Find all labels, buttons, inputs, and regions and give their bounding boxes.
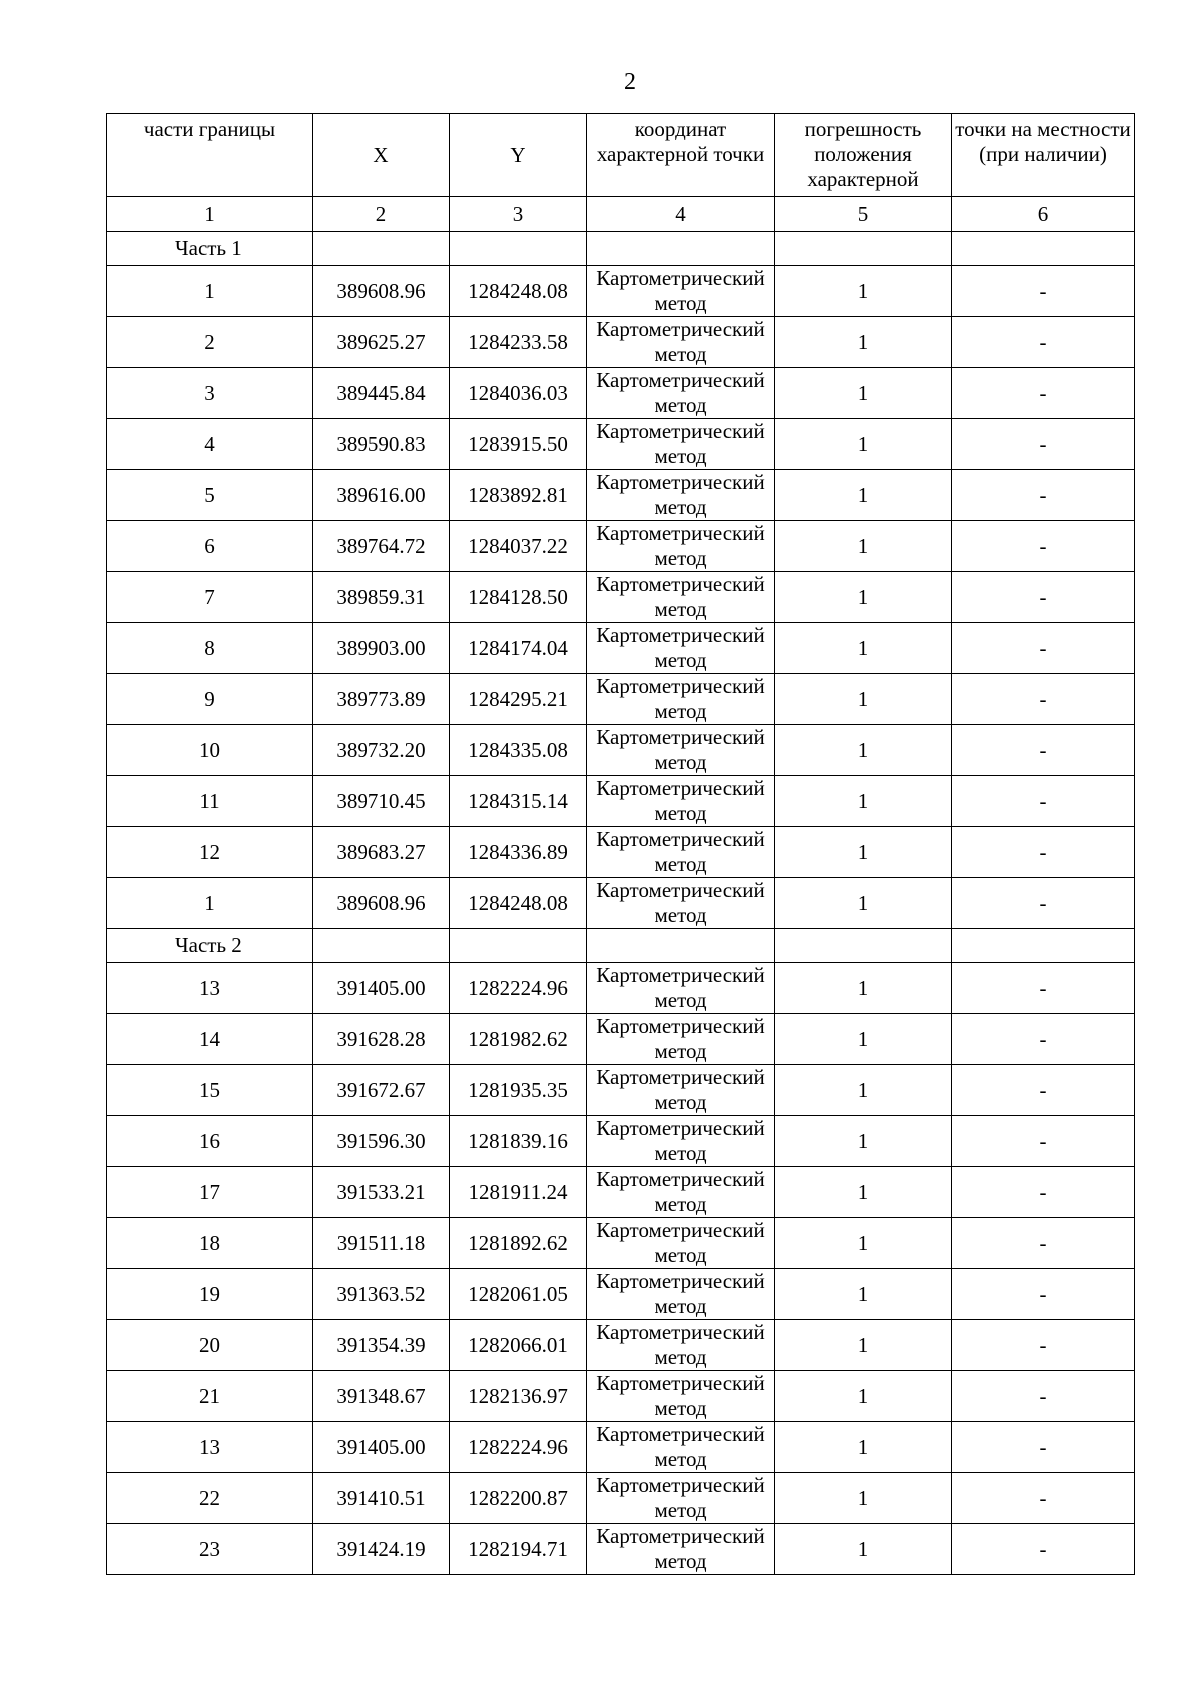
method-cell — [587, 419, 775, 470]
accuracy-cell: 1 — [775, 878, 952, 929]
method-cell — [587, 878, 775, 929]
method-line: метод — [654, 546, 707, 570]
section-row — [107, 232, 1135, 266]
method-line: метод — [654, 342, 707, 366]
table-row — [107, 1269, 1135, 1320]
x-coordinate-cell: 389683.27 — [313, 827, 450, 878]
x-coordinate-cell: 391410.51 — [313, 1473, 450, 1524]
method-cell — [587, 368, 775, 419]
x-coordinate-cell: 391596.30 — [313, 1116, 450, 1167]
table-row — [107, 521, 1135, 572]
method-line: Картометрический — [596, 1116, 765, 1140]
y-coordinate-cell: 1282224.96 — [450, 1422, 587, 1473]
table-row — [107, 1371, 1135, 1422]
description-cell: - — [952, 1167, 1135, 1218]
table-header-row — [107, 114, 1135, 197]
x-coordinate-cell: 389859.31 — [313, 572, 450, 623]
method-cell — [587, 725, 775, 776]
method-line: Картометрический — [596, 827, 765, 851]
table-row — [107, 623, 1135, 674]
x-coordinate-cell: 391533.21 — [313, 1167, 450, 1218]
y-coordinate-cell: 1284335.08 — [450, 725, 587, 776]
table-row — [107, 1422, 1135, 1473]
method-line: Картометрический — [596, 1524, 765, 1548]
accuracy-cell: 1 — [775, 1014, 952, 1065]
method-line: Картометрический — [596, 963, 765, 987]
y-coordinate-cell: 1281935.35 — [450, 1065, 587, 1116]
page-number: 2 — [624, 69, 636, 95]
method-line: Картометрический — [596, 1065, 765, 1089]
table-row — [107, 470, 1135, 521]
method-cell — [587, 674, 775, 725]
description-cell: - — [952, 1320, 1135, 1371]
x-coordinate-cell: 389616.00 — [313, 470, 450, 521]
y-coordinate-cell: 1284248.08 — [450, 266, 587, 317]
method-cell — [587, 1167, 775, 1218]
description-cell: - — [952, 1116, 1135, 1167]
description-cell: - — [952, 521, 1135, 572]
point-number-cell: 2 — [107, 317, 313, 368]
method-line: метод — [654, 988, 707, 1012]
point-number-cell: 1 — [107, 878, 313, 929]
method-cell — [587, 1371, 775, 1422]
accuracy-cell: 1 — [775, 1473, 952, 1524]
section-label: Часть 2 — [107, 929, 313, 963]
accuracy-cell: 1 — [775, 1371, 952, 1422]
point-number-cell: 13 — [107, 963, 313, 1014]
description-cell: - — [952, 317, 1135, 368]
point-number-cell: 23 — [107, 1524, 313, 1575]
table-row — [107, 963, 1135, 1014]
x-coordinate-cell: 391348.67 — [313, 1371, 450, 1422]
column-number: 2 — [313, 197, 450, 232]
empty-cell — [313, 929, 450, 963]
empty-cell — [587, 232, 775, 266]
method-line: метод — [654, 1498, 707, 1522]
table-row — [107, 1014, 1135, 1065]
empty-cell — [775, 929, 952, 963]
description-cell: - — [952, 1473, 1135, 1524]
point-number-cell: 4 — [107, 419, 313, 470]
table-row — [107, 1167, 1135, 1218]
x-coordinate-cell: 391628.28 — [313, 1014, 450, 1065]
method-line: Картометрический — [596, 1473, 765, 1497]
column-number: 1 — [107, 197, 313, 232]
method-line: Картометрический — [596, 1269, 765, 1293]
x-coordinate-cell: 389710.45 — [313, 776, 450, 827]
method-cell — [587, 317, 775, 368]
method-line: метод — [654, 1243, 707, 1267]
method-cell — [587, 266, 775, 317]
method-cell — [587, 572, 775, 623]
accuracy-cell: 1 — [775, 1116, 952, 1167]
method-line: метод — [654, 903, 707, 927]
method-line: метод — [654, 801, 707, 825]
empty-cell — [313, 232, 450, 266]
point-number-cell: 7 — [107, 572, 313, 623]
table-row — [107, 1320, 1135, 1371]
method-line: метод — [654, 1090, 707, 1114]
point-number-cell: 21 — [107, 1371, 313, 1422]
table-row — [107, 572, 1135, 623]
table-row — [107, 266, 1135, 317]
y-coordinate-cell: 1284174.04 — [450, 623, 587, 674]
accuracy-cell: 1 — [775, 725, 952, 776]
method-cell — [587, 827, 775, 878]
description-cell: - — [952, 963, 1135, 1014]
accuracy-cell: 1 — [775, 419, 952, 470]
y-coordinate-cell: 1284128.50 — [450, 572, 587, 623]
method-line: метод — [654, 1294, 707, 1318]
y-coordinate-cell: 1281982.62 — [450, 1014, 587, 1065]
y-coordinate-cell: 1284295.21 — [450, 674, 587, 725]
table-row — [107, 1473, 1135, 1524]
method-line: Картометрический — [596, 1218, 765, 1242]
accuracy-cell: 1 — [775, 470, 952, 521]
method-line: Картометрический — [596, 470, 765, 494]
description-cell: - — [952, 1371, 1135, 1422]
table-row — [107, 317, 1135, 368]
accuracy-cell: 1 — [775, 266, 952, 317]
method-cell — [587, 1014, 775, 1065]
method-cell — [587, 1422, 775, 1473]
point-number-cell: 17 — [107, 1167, 313, 1218]
y-coordinate-cell: 1282136.97 — [450, 1371, 587, 1422]
description-cell: - — [952, 368, 1135, 419]
method-line: метод — [654, 495, 707, 519]
table-row — [107, 419, 1135, 470]
method-cell — [587, 1218, 775, 1269]
accuracy-cell: 1 — [775, 317, 952, 368]
coordinates-table — [106, 113, 1135, 1575]
table-row — [107, 1218, 1135, 1269]
method-line: Картометрический — [596, 725, 765, 749]
accuracy-cell: 1 — [775, 1167, 952, 1218]
accuracy-cell: 1 — [775, 521, 952, 572]
section-row — [107, 929, 1135, 963]
y-coordinate-cell: 1283892.81 — [450, 470, 587, 521]
method-line: метод — [654, 1396, 707, 1420]
point-number-cell: 1 — [107, 266, 313, 317]
method-line: Картометрический — [596, 266, 765, 290]
description-cell: - — [952, 419, 1135, 470]
method-line: метод — [654, 1345, 707, 1369]
y-coordinate-cell: 1284037.22 — [450, 521, 587, 572]
method-line: Картометрический — [596, 1422, 765, 1446]
point-number-cell: 11 — [107, 776, 313, 827]
x-coordinate-cell: 391405.00 — [313, 963, 450, 1014]
header-y: Y — [450, 114, 587, 197]
x-coordinate-cell: 391672.67 — [313, 1065, 450, 1116]
method-line: метод — [654, 597, 707, 621]
column-number-row — [107, 197, 1135, 232]
column-number: 5 — [775, 197, 952, 232]
method-line: Картометрический — [596, 521, 765, 545]
accuracy-cell: 1 — [775, 776, 952, 827]
x-coordinate-cell: 389773.89 — [313, 674, 450, 725]
method-line: метод — [654, 648, 707, 672]
description-cell: - — [952, 1014, 1135, 1065]
empty-cell — [450, 929, 587, 963]
table-row — [107, 1116, 1135, 1167]
y-coordinate-cell: 1281892.62 — [450, 1218, 587, 1269]
accuracy-cell: 1 — [775, 827, 952, 878]
x-coordinate-cell: 391405.00 — [313, 1422, 450, 1473]
column-number: 4 — [587, 197, 775, 232]
method-line: метод — [654, 1549, 707, 1573]
accuracy-cell: 1 — [775, 1524, 952, 1575]
x-coordinate-cell: 389608.96 — [313, 266, 450, 317]
y-coordinate-cell: 1282200.87 — [450, 1473, 587, 1524]
column-number: 6 — [952, 197, 1135, 232]
accuracy-cell: 1 — [775, 674, 952, 725]
method-line: метод — [654, 291, 707, 315]
empty-cell — [952, 929, 1135, 963]
accuracy-cell: 1 — [775, 1320, 952, 1371]
y-coordinate-cell: 1283915.50 — [450, 419, 587, 470]
point-number-cell: 19 — [107, 1269, 313, 1320]
y-coordinate-cell: 1284248.08 — [450, 878, 587, 929]
method-line: метод — [654, 1192, 707, 1216]
description-cell: - — [952, 623, 1135, 674]
method-line: метод — [654, 750, 707, 774]
description-cell: - — [952, 1218, 1135, 1269]
x-coordinate-cell: 389764.72 — [313, 521, 450, 572]
y-coordinate-cell: 1282061.05 — [450, 1269, 587, 1320]
header-method: координат характерной точки — [587, 114, 775, 197]
method-line: Картометрический — [596, 368, 765, 392]
header-x: X — [313, 114, 450, 197]
method-line: метод — [654, 1039, 707, 1063]
method-line: Картометрический — [596, 572, 765, 596]
y-coordinate-cell: 1281839.16 — [450, 1116, 587, 1167]
empty-cell — [775, 232, 952, 266]
method-cell — [587, 1320, 775, 1371]
x-coordinate-cell: 389625.27 — [313, 317, 450, 368]
method-line: Картометрический — [596, 1167, 765, 1191]
description-cell: - — [952, 1269, 1135, 1320]
table-row — [107, 827, 1135, 878]
header-description: точки на местности (при наличии) — [952, 114, 1135, 197]
table-row — [107, 1524, 1135, 1575]
method-cell — [587, 521, 775, 572]
header-part-of-boundary: части границы — [107, 114, 313, 197]
method-cell — [587, 1065, 775, 1116]
empty-cell — [450, 232, 587, 266]
empty-cell — [952, 232, 1135, 266]
y-coordinate-cell: 1284315.14 — [450, 776, 587, 827]
description-cell: - — [952, 470, 1135, 521]
empty-cell — [587, 929, 775, 963]
accuracy-cell: 1 — [775, 623, 952, 674]
point-number-cell: 14 — [107, 1014, 313, 1065]
point-number-cell: 10 — [107, 725, 313, 776]
x-coordinate-cell: 389903.00 — [313, 623, 450, 674]
point-number-cell: 5 — [107, 470, 313, 521]
point-number-cell: 15 — [107, 1065, 313, 1116]
method-line: Картометрический — [596, 776, 765, 800]
accuracy-cell: 1 — [775, 1218, 952, 1269]
method-cell — [587, 470, 775, 521]
method-cell — [587, 776, 775, 827]
table-row — [107, 878, 1135, 929]
x-coordinate-cell: 389732.20 — [313, 725, 450, 776]
y-coordinate-cell: 1281911.24 — [450, 1167, 587, 1218]
method-cell — [587, 1269, 775, 1320]
method-line: метод — [654, 852, 707, 876]
description-cell: - — [952, 878, 1135, 929]
point-number-cell: 12 — [107, 827, 313, 878]
point-number-cell: 9 — [107, 674, 313, 725]
x-coordinate-cell: 391363.52 — [313, 1269, 450, 1320]
y-coordinate-cell: 1284233.58 — [450, 317, 587, 368]
x-coordinate-cell: 389445.84 — [313, 368, 450, 419]
method-line: Картометрический — [596, 317, 765, 341]
method-line: Картометрический — [596, 1320, 765, 1344]
method-cell — [587, 623, 775, 674]
y-coordinate-cell: 1284336.89 — [450, 827, 587, 878]
method-cell — [587, 1116, 775, 1167]
description-cell: - — [952, 725, 1135, 776]
point-number-cell: 22 — [107, 1473, 313, 1524]
method-cell — [587, 1524, 775, 1575]
method-line: Картометрический — [596, 1014, 765, 1038]
section-label: Часть 1 — [107, 232, 313, 266]
point-number-cell: 8 — [107, 623, 313, 674]
method-cell — [587, 963, 775, 1014]
method-line: Картометрический — [596, 419, 765, 443]
method-line: Картометрический — [596, 623, 765, 647]
table-row — [107, 776, 1135, 827]
table-row — [107, 368, 1135, 419]
method-line: Картометрический — [596, 878, 765, 902]
description-cell: - — [952, 1065, 1135, 1116]
accuracy-cell: 1 — [775, 1422, 952, 1473]
point-number-cell: 16 — [107, 1116, 313, 1167]
method-line: Картометрический — [596, 674, 765, 698]
accuracy-cell: 1 — [775, 1065, 952, 1116]
description-cell: - — [952, 1524, 1135, 1575]
y-coordinate-cell: 1284036.03 — [450, 368, 587, 419]
description-cell: - — [952, 266, 1135, 317]
table-row — [107, 674, 1135, 725]
method-line: метод — [654, 1141, 707, 1165]
method-cell — [587, 1473, 775, 1524]
column-number: 3 — [450, 197, 587, 232]
method-line: метод — [654, 699, 707, 723]
x-coordinate-cell: 391511.18 — [313, 1218, 450, 1269]
accuracy-cell: 1 — [775, 572, 952, 623]
point-number-cell: 20 — [107, 1320, 313, 1371]
y-coordinate-cell: 1282194.71 — [450, 1524, 587, 1575]
y-coordinate-cell: 1282224.96 — [450, 963, 587, 1014]
method-line: метод — [654, 393, 707, 417]
point-number-cell: 6 — [107, 521, 313, 572]
point-number-cell: 13 — [107, 1422, 313, 1473]
point-number-cell: 3 — [107, 368, 313, 419]
y-coordinate-cell: 1282066.01 — [450, 1320, 587, 1371]
accuracy-cell: 1 — [775, 368, 952, 419]
description-cell: - — [952, 827, 1135, 878]
method-line: метод — [654, 444, 707, 468]
table-row — [107, 725, 1135, 776]
method-line: Картометрический — [596, 1371, 765, 1395]
description-cell: - — [952, 1422, 1135, 1473]
method-line: метод — [654, 1447, 707, 1471]
coordinates-table-body — [107, 114, 1135, 1575]
description-cell: - — [952, 776, 1135, 827]
header-accuracy: погрешность положения характерной — [775, 114, 952, 197]
x-coordinate-cell: 391424.19 — [313, 1524, 450, 1575]
point-number-cell: 18 — [107, 1218, 313, 1269]
x-coordinate-cell: 389590.83 — [313, 419, 450, 470]
x-coordinate-cell: 389608.96 — [313, 878, 450, 929]
accuracy-cell: 1 — [775, 1269, 952, 1320]
accuracy-cell: 1 — [775, 963, 952, 1014]
x-coordinate-cell: 391354.39 — [313, 1320, 450, 1371]
table-row — [107, 1065, 1135, 1116]
description-cell: - — [952, 572, 1135, 623]
description-cell: - — [952, 674, 1135, 725]
